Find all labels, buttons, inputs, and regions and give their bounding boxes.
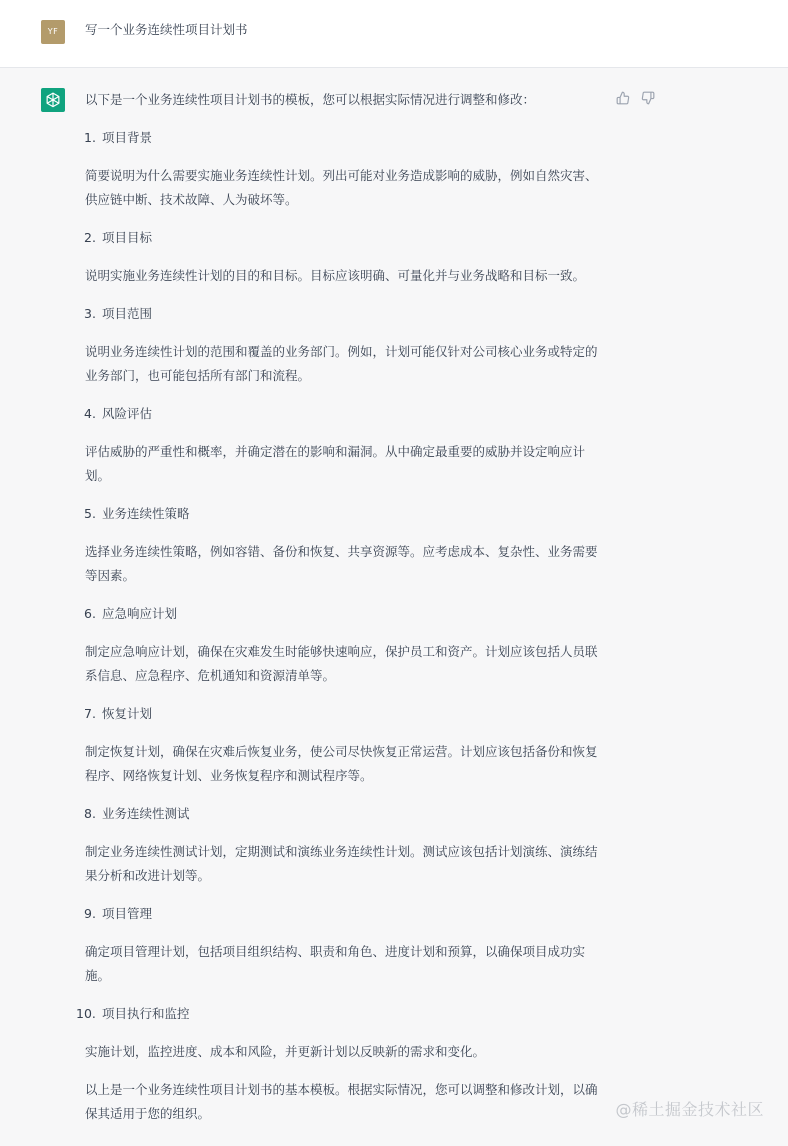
section-item xyxy=(76,1002,605,1064)
section-number: 6. xyxy=(84,606,96,621)
section-item xyxy=(85,702,605,788)
section-description: 制定业务连续性测试计划，定期测试和演练业务连续性计划。测试应该包括计划演练、演练结果分析和改进计划等。 xyxy=(85,844,598,883)
section-title xyxy=(85,302,605,326)
section-title-label: 项目背景 xyxy=(102,130,153,145)
section-title xyxy=(85,126,605,150)
section-number: 9. xyxy=(84,906,96,921)
section-number: 3. xyxy=(84,306,96,321)
section-title xyxy=(85,602,605,626)
section-title xyxy=(85,502,605,526)
section-description: 简要说明为什么需要实施业务连续性计划。列出可能对业务造成影响的威胁，例如自然灾害、供应链中断、技术故障、人为破坏等。 xyxy=(85,168,598,207)
feedback-buttons xyxy=(616,90,661,109)
openai-logo-icon xyxy=(41,88,65,112)
section-number: 10. xyxy=(76,1006,96,1021)
section-description: 实施计划，监控进度、成本和风险，并更新计划以反映新的需求和变化。 xyxy=(85,1044,486,1059)
section-title xyxy=(85,702,605,726)
section-title-label: 项目管理 xyxy=(102,906,153,921)
section-number: 8. xyxy=(84,806,96,821)
section-title-label: 应急响应计划 xyxy=(102,606,178,621)
section-description: 评估威胁的严重性和概率，并确定潜在的影响和漏洞。从中确定最重要的威胁并设定响应计划。 xyxy=(85,444,586,483)
user-message-row xyxy=(0,0,788,68)
section-title-label: 业务连续性测试 xyxy=(102,806,190,821)
user-avatar: YF xyxy=(41,20,65,44)
section-title xyxy=(85,902,605,926)
assistant-message-row xyxy=(0,68,788,1146)
thumbs-up-icon[interactable] xyxy=(616,90,630,104)
section-title xyxy=(85,802,605,826)
section-title-label: 项目范围 xyxy=(102,306,153,321)
section-number: 1. xyxy=(84,130,96,145)
section-title xyxy=(85,402,605,426)
section-title xyxy=(85,226,605,250)
assistant-intro: 以下是一个业务连续性项目计划书的模板，您可以根据实际情况进行调整和修改： xyxy=(85,92,536,107)
assistant-outro: 以上是一个业务连续性项目计划书的基本模板。根据实际情况，您可以调整和修改计划，以确保其适用于您的组织。 xyxy=(85,1082,598,1121)
section-item xyxy=(85,302,605,388)
section-description: 制定应急响应计划，确保在灾难发生时能够快速响应，保护员工和资产。计划应该包括人员联系信息、应急程序、危机通知和资源清单等。 xyxy=(85,644,598,683)
section-description: 制定恢复计划，确保在灾难后恢复业务，使公司尽快恢复正常运营。计划应该包括备份和恢复程序、网络恢复计划、业务恢复程序和测试程序等。 xyxy=(85,744,598,783)
section-item xyxy=(85,126,605,212)
section-item xyxy=(85,602,605,688)
section-description: 确定项目管理计划，包括项目组织结构、职责和角色、进度计划和预算，以确保项目成功实施。 xyxy=(85,944,586,983)
assistant-message-content xyxy=(76,88,605,1126)
section-title-label: 业务连续性策略 xyxy=(102,506,190,521)
section-number: 2. xyxy=(84,230,96,245)
section-number: 5. xyxy=(84,506,96,521)
section-description: 选择业务连续性策略，例如容错、备份和恢复、共享资源等。应考虑成本、复杂性、业务需要等因素。 xyxy=(85,544,598,583)
section-title-label: 项目目标 xyxy=(102,230,153,245)
section-item xyxy=(85,226,605,288)
section-description: 说明业务连续性计划的范围和覆盖的业务部门。例如，计划可能仅针对公司核心业务或特定的业务部门，也可能包括所有部门和流程。 xyxy=(85,344,598,383)
thumbs-down-icon[interactable] xyxy=(641,90,655,104)
user-message-text: 写一个业务连续性项目计划书 xyxy=(85,22,248,37)
section-title-label: 项目执行和监控 xyxy=(102,1006,190,1021)
section-number: 7. xyxy=(84,706,96,721)
section-number: 4. xyxy=(84,406,96,421)
section-title-label: 风险评估 xyxy=(102,406,153,421)
section-item xyxy=(85,502,605,588)
section-description: 说明实施业务连续性计划的目的和目标。目标应该明确、可量化并与业务战略和目标一致。 xyxy=(85,268,586,283)
watermark: @稀土掘金技术社区 xyxy=(615,1100,764,1119)
section-title-label: 恢复计划 xyxy=(102,706,153,721)
section-item xyxy=(85,902,605,988)
section-item xyxy=(85,802,605,888)
section-title xyxy=(76,1002,605,1026)
section-list xyxy=(76,126,605,1064)
section-item xyxy=(85,402,605,488)
